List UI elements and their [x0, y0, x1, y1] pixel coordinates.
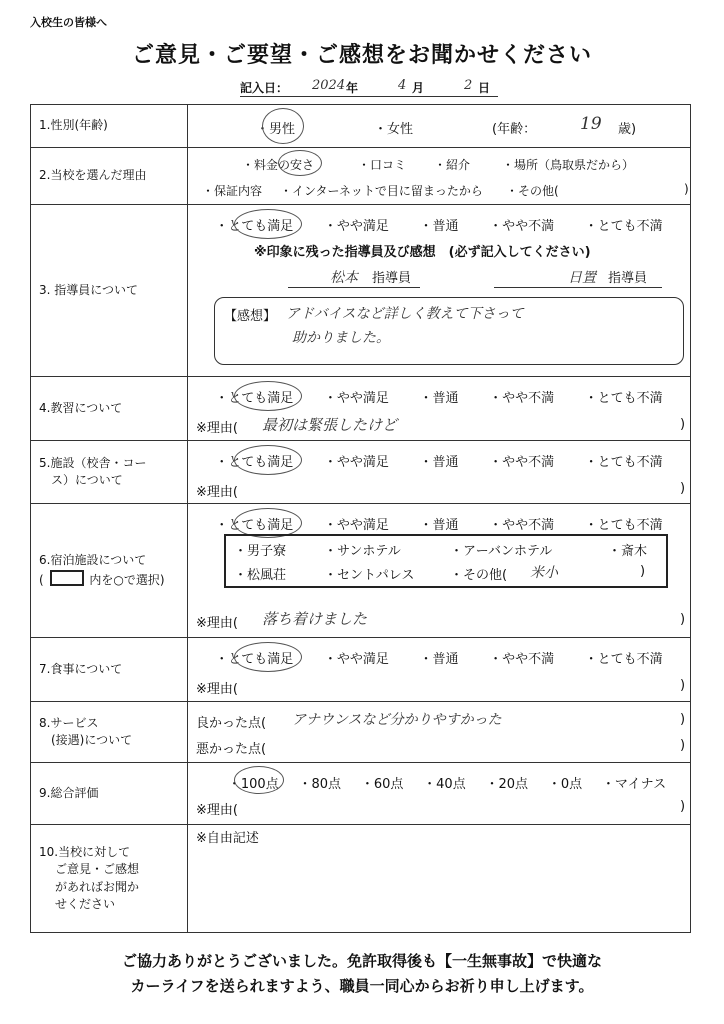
dorm-male-dormitory[interactable]: ・男子寮	[234, 544, 287, 559]
rating-satisfied[interactable]: ・やや満足	[323, 391, 389, 406]
rating-satisfied[interactable]: ・やや満足	[323, 518, 389, 533]
row-lessons	[31, 377, 691, 441]
q7-circle-mark	[234, 642, 302, 672]
q6-label	[31, 504, 188, 638]
q6-reason-value[interactable]: 落ち着けました	[262, 610, 368, 628]
q7-reason-label: ※理由(	[196, 682, 238, 697]
date-day-unit: 日	[478, 81, 491, 95]
q6-label-line2-wrap	[39, 570, 187, 589]
row-gender-age	[31, 105, 691, 148]
q4-reason-label: ※理由(	[196, 421, 238, 436]
rating-dissatisfied[interactable]: ・やや不満	[489, 455, 555, 470]
instructor1-name[interactable]: 松本	[330, 270, 358, 286]
dorm-saint-palace[interactable]: ・セントパレス	[324, 568, 415, 583]
q2-label: 2.当校を選んだ理由	[31, 148, 188, 205]
q7-label: 7.食事について	[31, 638, 188, 702]
rating-dissatisfied[interactable]: ・やや不満	[489, 391, 555, 406]
q8-content	[188, 702, 691, 763]
q8-good-label: 良かった点(	[196, 716, 267, 731]
q10-label-line2: ご意見・ご感想	[55, 862, 140, 877]
reason-warranty-option[interactable]: ・保証内容	[202, 184, 263, 198]
price-circle-mark	[278, 150, 322, 176]
rating-very-dissatisfied[interactable]: ・とても不満	[584, 455, 663, 470]
q10-label-line1: 10.当校に対して	[39, 844, 131, 859]
q9-reason-close: )	[680, 799, 686, 814]
q2-content	[188, 148, 691, 205]
rating-satisfied[interactable]: ・やや満足	[323, 455, 389, 470]
q4-content	[188, 377, 691, 441]
q5-reason-label: ※理由(	[196, 485, 238, 500]
rating-very-satisfied[interactable]: ・とても満足	[215, 518, 294, 533]
dorm-shofuso[interactable]: ・松風荘	[234, 568, 287, 583]
q9-reason-label: ※理由(	[196, 803, 238, 818]
rating-neutral[interactable]: ・普通	[419, 518, 459, 533]
date-row	[240, 78, 498, 97]
q8-good-value[interactable]: アナウンスなど分かりやすかった	[292, 712, 502, 728]
rating-dissatisfied[interactable]: ・やや不満	[489, 219, 555, 234]
rating-dissatisfied[interactable]: ・やや不満	[489, 652, 555, 667]
q4-reason-value[interactable]: 最初は緊張したけど	[262, 416, 398, 434]
q6-content	[188, 504, 691, 638]
footer-line1: ご協力ありがとうございました。免許取得後も【一生無事故】で快適な	[121, 952, 602, 970]
date-year-unit: 年	[346, 81, 359, 95]
reason-reviews-option[interactable]: ・口コミ	[358, 158, 407, 172]
q3-instruction: ※印象に残った指導員及び感想 (必ず記入してください)	[254, 245, 591, 260]
dorm-saiki[interactable]: ・斎木	[608, 544, 648, 559]
score-100[interactable]: ・100点	[227, 777, 279, 792]
rating-very-satisfied[interactable]: ・とても満足	[215, 652, 294, 667]
q5-label-line1: 5.施設（校舎・コー	[39, 455, 147, 470]
instructor1-line	[288, 287, 420, 288]
q3-content	[188, 205, 691, 377]
q9-circle-mark	[234, 766, 284, 794]
dorm-other-option[interactable]: ・その他(	[450, 568, 508, 583]
row-facilities	[31, 441, 691, 504]
rating-neutral[interactable]: ・普通	[419, 652, 459, 667]
row-meals	[31, 638, 691, 702]
date-month-value: 4	[398, 78, 407, 93]
q10-content[interactable]	[188, 825, 691, 933]
rating-satisfied[interactable]: ・やや満足	[323, 219, 389, 234]
score-80[interactable]: ・80点	[298, 777, 342, 792]
date-day-value: 2	[464, 78, 473, 93]
q4-reason-close: )	[680, 417, 686, 432]
reason-location-option[interactable]: ・場所（鳥取県だから）	[502, 158, 635, 172]
score-40[interactable]: ・40点	[423, 777, 466, 792]
q8-good-close: )	[680, 712, 686, 727]
row-instructors	[31, 205, 691, 377]
dorm-other-value[interactable]: 米小	[530, 565, 558, 581]
instructor2-line	[494, 287, 662, 288]
gender-female-option[interactable]: ・女性	[374, 122, 414, 137]
rating-very-satisfied[interactable]: ・とても満足	[215, 455, 294, 470]
footer-line2: カーライフを送られますよう、職員一同心からお祈り申し上げます。	[130, 977, 594, 995]
score-minus[interactable]: ・マイナス	[601, 777, 667, 792]
reason-other-close: )	[684, 182, 689, 196]
q6-label-line1: 6.宿泊施設について	[39, 553, 147, 568]
q7-content	[188, 638, 691, 702]
impression-label: 【感想】	[224, 309, 277, 324]
instructor2-name[interactable]: 日置	[568, 270, 596, 286]
q9-content	[188, 763, 691, 825]
survey-table	[30, 104, 691, 933]
q9-label: 9.総合評価	[31, 763, 188, 825]
q10-label-line4: せください	[55, 896, 116, 911]
date-year-value: 2024	[312, 78, 346, 93]
q8-bad-close: )	[680, 738, 686, 753]
reason-internet-option[interactable]: ・インターネットで目に留まったから	[280, 184, 483, 198]
dorm-other-close: )	[640, 564, 646, 579]
q8-label	[31, 702, 188, 763]
age-label: (年齢：	[492, 122, 537, 137]
gender-male-option[interactable]: ・男性	[256, 122, 296, 137]
q5-label-line2: ス）について	[51, 473, 123, 487]
male-circle-mark	[262, 108, 304, 144]
rating-dissatisfied[interactable]: ・やや不満	[489, 518, 555, 533]
age-value[interactable]: 19	[580, 114, 602, 134]
reason-price-option[interactable]: ・料金の安さ	[242, 158, 315, 172]
score-60[interactable]: ・60点	[360, 777, 404, 792]
q3-label: 3. 指導員について	[31, 205, 188, 377]
q4-label: 4.教習について	[31, 377, 188, 441]
date-label: 記入日：	[240, 81, 289, 95]
q8-label-line1: 8.サービス	[39, 715, 99, 730]
rating-satisfied[interactable]: ・やや満足	[323, 652, 389, 667]
q10-label-line3: があればお聞か	[55, 879, 140, 894]
q6-label-line2: 内を○で選択)	[89, 572, 165, 587]
page-title: ご意見・ご要望・ご感想をお聞かせください	[131, 43, 592, 68]
instructor2-suffix: 指導員	[608, 271, 648, 286]
q5-circle-mark	[234, 445, 302, 475]
q6-reason-label: ※理由(	[196, 616, 238, 631]
q8-label-line2: (接遇)について	[51, 733, 133, 747]
impression-line2[interactable]: 助かりました。	[292, 330, 390, 346]
rating-very-satisfied[interactable]: ・とても満足	[215, 219, 294, 234]
row-accommodation	[31, 504, 691, 638]
rating-neutral[interactable]: ・普通	[419, 219, 459, 234]
score-0[interactable]: ・0点	[547, 777, 583, 792]
greeting-text: 入校生の皆様へ	[30, 16, 107, 29]
row-reason	[31, 148, 691, 205]
rating-very-dissatisfied[interactable]: ・とても不満	[584, 652, 663, 667]
date-month-unit: 月	[412, 81, 425, 95]
q6-label-open: (	[39, 572, 44, 587]
reason-referral-option[interactable]: ・紹介	[434, 158, 471, 172]
score-20[interactable]: ・20点	[485, 777, 529, 792]
dorm-urban-hotel[interactable]: ・アーバンホテル	[450, 544, 553, 559]
rating-neutral[interactable]: ・普通	[419, 391, 459, 406]
rating-neutral[interactable]: ・普通	[419, 455, 459, 470]
age-unit: 歳)	[618, 122, 637, 137]
row-free-comments	[31, 825, 691, 933]
row-overall	[31, 763, 691, 825]
q8-bad-label: 悪かった点(	[196, 742, 267, 757]
dorm-sun-hotel[interactable]: ・サンホテル	[324, 544, 401, 559]
q3-circle-mark	[234, 209, 302, 239]
rating-very-dissatisfied[interactable]: ・とても不満	[584, 219, 663, 234]
q5-content	[188, 441, 691, 504]
q5-label	[31, 441, 188, 504]
dorm-selection-box	[224, 534, 668, 588]
q7-reason-close: )	[680, 678, 686, 693]
rating-very-dissatisfied[interactable]: ・とても不満	[584, 391, 663, 406]
q4-circle-mark	[234, 381, 302, 411]
q1-label: 1.性別(年齢)	[31, 105, 188, 148]
q6-reason-close: )	[680, 612, 686, 627]
impression-line1[interactable]: アドバイスなど詳しく教えて下さって	[286, 306, 524, 322]
q10-label	[31, 825, 188, 933]
q10-free-label: ※自由記述	[196, 831, 259, 846]
row-service	[31, 702, 691, 763]
q1-content	[188, 105, 691, 148]
rating-very-dissatisfied[interactable]: ・とても不満	[584, 518, 663, 533]
reason-other-option[interactable]: ・その他(	[506, 184, 559, 198]
instructor1-suffix: 指導員	[372, 271, 412, 286]
q6-box-icon	[50, 570, 84, 586]
rating-very-satisfied[interactable]: ・とても満足	[215, 391, 294, 406]
q5-reason-close: )	[680, 481, 686, 496]
